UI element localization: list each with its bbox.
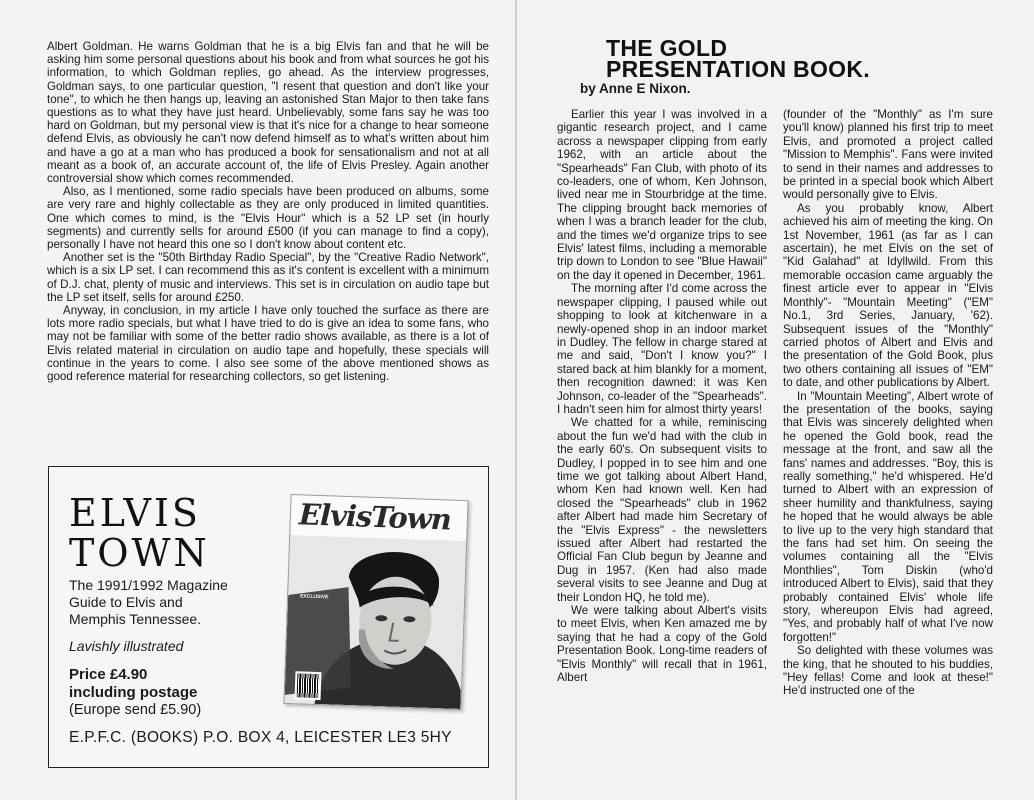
left-page bbox=[0, 0, 515, 800]
advert-illustrated-note: Lavishly illustrated bbox=[69, 638, 184, 654]
article-headline bbox=[606, 35, 870, 82]
paragraph: In "Mountain Meeting", Albert wrote of the presentation of the books, saying that Elvis was sincerely delighted when he opened the Gold book, read the message at the front, and saw all the fans' names and addresses. "Boy, this is really something," he'd whispered. He'd turned to Albert with an expression of sheer humility and thankfulness, saying he hoped that he would always be able to live up to the very high standard that the fans had set him. On seeing the volumes containing all the "Elvis Monthlies", Tom Diskin (who'd introduced Albert to Elvis), said that they probably contained Elvis' whole life story, whereupon Elvis had agreed, "Yes, and probably half of what I've now forgotten!" bbox=[783, 389, 993, 644]
paragraph: (founder of the "Monthly" as I'm sure you'll know) planned his first trip to meet Elvis, and promoted a project called "Mission to Memphis". Fans were invited to send in their names and addresses to be printed in a special book which Albert would personally give to Elvis. bbox=[783, 108, 993, 202]
advert-subtitle-line: Memphis Tennessee. bbox=[69, 611, 202, 627]
advert-title bbox=[69, 493, 210, 573]
paragraph: We were talking about Albert's visits to meet Elvis, when Ken amazed me by saying that he had a copy of the Gold Presentation Book. Long-time readers of "Elvis Monthly" will recall that in 1961, Albert bbox=[557, 604, 767, 685]
magazine-cover-tag: EXCLUSIVE bbox=[300, 593, 329, 601]
barcode-icon bbox=[295, 671, 322, 700]
headline-line: THE GOLD bbox=[606, 35, 728, 61]
advert-subtitle-line: The 1991/1992 Magazine bbox=[69, 577, 228, 593]
advert-price-line: Price £4.90 bbox=[69, 666, 148, 683]
paragraph: Albert Goldman. He warns Goldman that he is a big Elvis fan and that he will be asking him some personal questions about his book and from what sources he got his information, to which Goldman replies, go ahead. As the interview progresses, Goldman says, to one particular question, "I resent that question and don't like your tone", to which he then hangs up, leaving an astonished Stan Major to then take fans questions as to what they have just heard. Unbelievably, some fans say he was too hard on Goldman, but my personal view is that it's nice for a change to hear someone defend Elvis, as obviously he can't now defend himself as to what's written about him and have a go at a man who has produced a book for sensationalism and not at all meant as a book of, an accurate account of, the life of Elvis Presley. Again another controversial show which comes recommended. bbox=[47, 40, 489, 186]
paragraph: Anyway, in conclusion, in my article I have only touched the surface as there are lots more radio specials, but what I have tried to do is give an idea to some fans, who may not be familiar with some of the better radio shows available, as there is a lot of Elvis related material in circulation on audio tape and hopefully, these specials will continue in the years to come. I also see some of the above mentioned shows as good reference material for researching collectors, so get listening. bbox=[47, 304, 489, 384]
magazine-cover-title: ElvisTown bbox=[298, 497, 452, 537]
paragraph: Earlier this year I was involved in a gigantic research project, and I came across a newspaper clipping from early 1962, with an article about the "Spearheads" Fan Club, with photo of its co-leaders, one of whom, Ken Johnson, lived near me in Stourbridge at the time. The clipping brought back memories of when I was a branch leader for the club, and the times we'd organize trips to see Elvis' latest films, including a memorable trip down to London to see "Blue Hawaii" on the day it opened in December, 1961. bbox=[557, 108, 767, 282]
article-column-1 bbox=[557, 108, 767, 684]
paragraph: We chatted for a while, reminiscing about the fun we'd had with the club in the early 60's. On subsequent visits to Dudley, I popped in to see him and one time we got talking about Albert Hand, whom Ken had known well. Ken had closed the "Spearheads" club in 1962 after Albert had made him Secretary of the "Elvis Express" - the newsletters issued after Albert had restarted the Official Fan Club begun by Jeanne and Dug in 1957. (Ken had also made several visits to see Jeanne and Dug at their London HQ, he told me). bbox=[557, 416, 767, 604]
elvis-town-advert bbox=[48, 466, 489, 768]
paragraph: So delighted with these volumes was the king, that he shouted to his buddies, "Hey fellas! Come and look at these!" He'd instructed one of the bbox=[783, 644, 993, 698]
advert-price-line: including postage bbox=[69, 684, 198, 701]
paragraph: As you probably know, Albert achieved his aim of meeting the king. On 1st November, 1961 (as far as I can ascertain), he met Elvis on the set of "Kid Galahad" at Idyllwild. From this memorable occasion came arguably the finest article ever to appear in "Elvis Monthly"- "Mountain Meeting" ("EM" No.1, 3rd Series, January, '62). Subsequent issues of the "Monthly" carried photos of Albert and Elvis and the presentation of the Gold Book, plus two others containing all issues of "EM" to date, and other publications by Albert. bbox=[783, 201, 993, 390]
paragraph: Another set is the "50th Birthday Radio Special", by the "Creative Radio Network", which is a six LP set. I can recommend this as it's content is excellent with a minimum of D.J. chat, plenty of music and interviews. This set is in circulation on audio tape but the LP set itself, sells for around £250. bbox=[47, 251, 489, 304]
article-column-2 bbox=[783, 108, 993, 698]
headline-line: PRESENTATION BOOK. bbox=[606, 56, 870, 82]
advert-title-line: TOWN bbox=[69, 531, 210, 575]
article-continuation bbox=[47, 40, 489, 383]
magazine-cover bbox=[283, 494, 468, 710]
article-byline: by Anne E Nixon. bbox=[580, 81, 691, 96]
paragraph: The morning after I'd come across the newspaper clipping, I paused while out shopping to look at kitchenware in a newly-opened shop in an indoor market in Dudley. The fellow in charge stared at me and said, "Don't I know you?" I stared back at him blankly for a moment, then recognition dawned: it was Ken Johnson, co-leader of the "Spearheads". I hadn't seen him for almost thirty years! bbox=[557, 282, 767, 416]
paragraph: Also, as I mentioned, some radio specials have been produced on albums, some are very rare and highly collectable as they are only produced in limited quantities. One which comes to mind, is the "Elvis Hour" which is a 52 LP set (in hourly segments) and currently sells for around £500 (if you can manage to find a copy), personally I have not heard this one so I don't know about content etc. bbox=[47, 185, 489, 252]
advert-price bbox=[69, 666, 197, 702]
advert-subtitle bbox=[69, 577, 269, 628]
magazine-cover-image bbox=[283, 494, 466, 708]
advert-subtitle-line: Guide to Elvis and bbox=[69, 594, 183, 610]
advert-title-line: ELVIS bbox=[69, 491, 201, 535]
advert-address: E.P.F.C. (BOOKS) P.O. BOX 4, LEICESTER LE3 5HY bbox=[69, 729, 452, 746]
advert-europe-price: (Europe send £5.90) bbox=[69, 702, 202, 718]
